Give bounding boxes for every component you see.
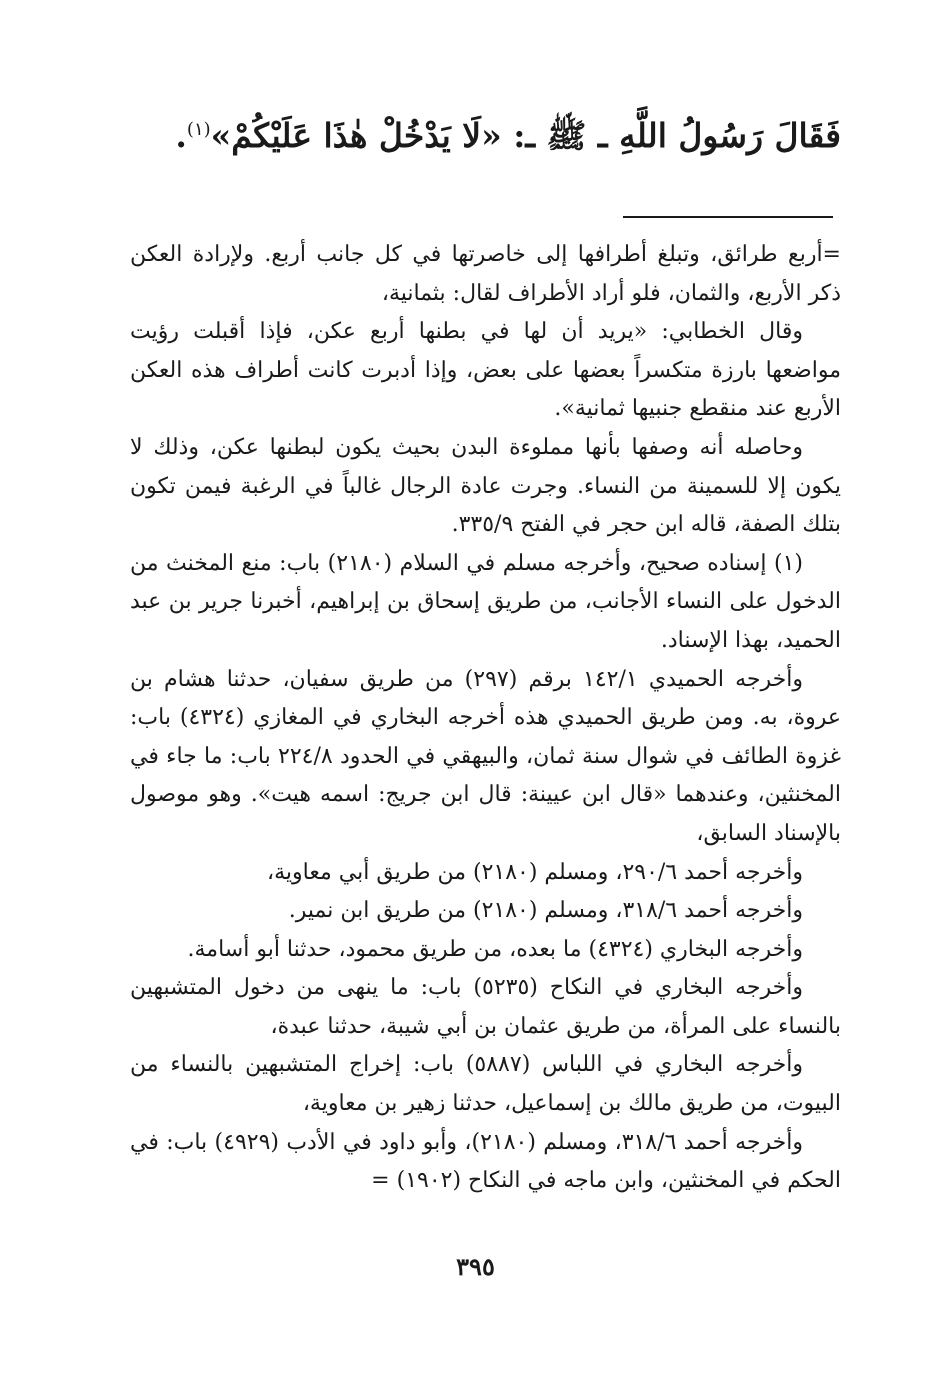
hadith-end: .: [175, 116, 187, 155]
footnote-separator: [623, 216, 833, 218]
footnote-paragraph: وقال الخطابي: «يريد أن لها في بطنها أربع عكن، فإذا أقبلت رؤيت مواضعها بارزة متكسراً بعضها على بعض، وإذا أدبرت كانت أطراف هذه العكن الأربع عند منقطع جنبيها ثمانية».: [130, 319, 841, 422]
footnote-marker: (١): [186, 119, 211, 140]
page-number: ٣٩٥: [456, 1252, 495, 1281]
hadith-text: [120, 102, 841, 164]
footnote-paragraph: وأخرجه أحمد ٣١٨/٦، ومسلم (٢١٨٠)، وأبو داود في الأدب (٤٩٢٩) باب: في الحكم في المخنثين، وابن ماجه في النكاح (١٩٠٢) =: [130, 1129, 841, 1194]
footnote-paragraph: وحاصله أنه وصفها بأنها مملوءة البدن بحيث يكون لبطنها عكن، وذلك لا يكون إلا للسمينة من النساء. وجرت عادة الرجال غالباً في الرغبة فيمن تكون بتلك الصفة، قاله ابن حجر في الفتح ٣٣٥/٩.: [130, 434, 841, 538]
footnote-paragraph: وأخرجه البخاري (٤٣٢٤) ما بعده، من طريق محمود، حدثنا أبو أسامة.: [187, 936, 803, 962]
footnote-paragraph: وأخرجه البخاري في اللباس (٥٨٨٧) باب: إخراج المتشبهين بالنساء من البيوت، من طريق مالك بن إسماعيل، حدثنا زهير بن معاوية،: [130, 1052, 841, 1117]
footnotes: [130, 236, 841, 1201]
footnote-paragraph: وأخرجه أحمد ٣١٨/٦، ومسلم (٢١٨٠) من طريق ابن نمير.: [288, 898, 803, 924]
footnote-paragraph: وأخرجه الحميدي ١٤٢/١ برقم (٢٩٧) من طريق سفيان، حدثنا هشام بن عروة، به. ومن طريق الحميدي هذه أخرجه البخاري في المغازي (٤٣٢٤) باب: غزوة الطائف في شوال سنة ثمان، والبيهقي في الحدود ٢٢٤/٨ باب: ما جاء في المخنثين، وعندهما «قال ابن عيينة: قال ابن جريج: اسمه هيت». وهو موصول بالإسناد السابق،: [130, 666, 841, 846]
footnote-paragraph: وأخرجه أحمد ٢٩٠/٦، ومسلم (٢١٨٠) من طريق أبي معاوية،: [267, 859, 803, 885]
footnote-paragraph: (١) إسناده صحيح، وأخرجه مسلم في السلام (٢١٨٠) باب: منع المخنث من الدخول على النساء الأجانب، من طريق إسحاق بن إبراهيم، أخبرنا جرير بن عبد الحميد، بهذا الإسناد.: [130, 550, 841, 653]
footnote-paragraph: =أربع طرائق، وتبلغ أطرافها إلى خاصرتها في كل جانب أربع. ولإرادة العكن ذكر الأربع، والثمان، فلو أراد الأطراف لقال: بثمانية،: [130, 242, 841, 306]
hadith-quote: فَقَالَ رَسُولُ اللَّهِ ـ ﷺ ـ: «لَا يَدْخُلْ هٰذَا عَلَيْكُمْ»: [210, 116, 841, 155]
footnote-paragraph: وأخرجه البخاري في النكاح (٥٢٣٥) باب: ما ينهى من دخول المتشبهين بالنساء على المرأة، من طريق عثمان بن أبي شيبة، حدثنا عبدة،: [130, 975, 841, 1039]
